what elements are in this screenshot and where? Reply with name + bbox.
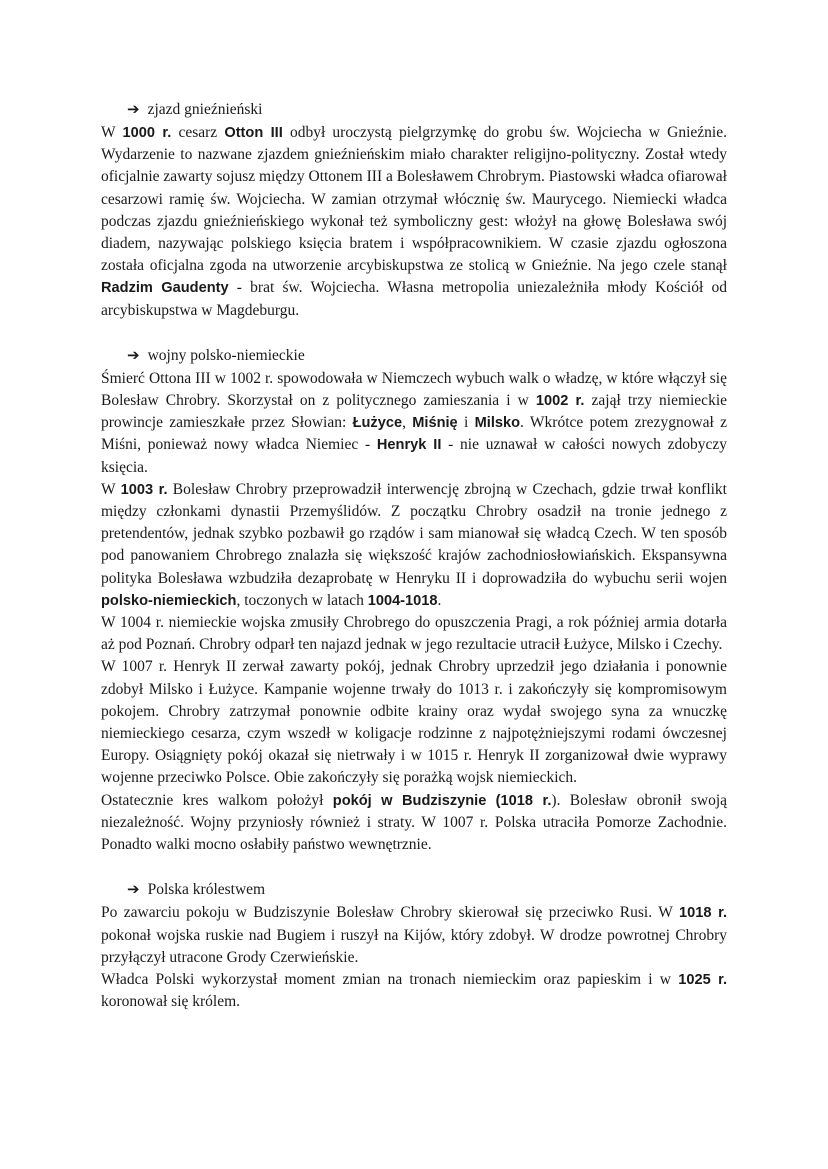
text-run: W bbox=[101, 124, 123, 141]
paragraph bbox=[101, 612, 727, 656]
bold-text: polsko-niemieckich bbox=[101, 592, 237, 609]
bold-text: 1004-1018 bbox=[367, 592, 438, 609]
paragraph bbox=[101, 790, 727, 857]
paragraph bbox=[101, 479, 727, 612]
bold-text: Otton III bbox=[224, 125, 283, 141]
section-heading bbox=[101, 344, 727, 367]
text-run: zajął trzy niemieckie prowincje zamieszkałe przez Słowian: bbox=[101, 392, 728, 432]
text-run: i bbox=[457, 414, 475, 432]
section-heading-text: Polska królestwem bbox=[147, 881, 266, 899]
arrow-right-icon: ➔ bbox=[127, 880, 140, 899]
paragraph bbox=[101, 122, 727, 322]
paragraph bbox=[101, 656, 727, 789]
text-run: koronował się królem. bbox=[101, 993, 241, 1011]
section-heading-text: zjazd gnieźnieński bbox=[147, 101, 263, 118]
arrow-right-icon: ➔ bbox=[127, 100, 140, 118]
bold-text: (1018 r. bbox=[495, 792, 552, 809]
text-run: . bbox=[437, 591, 442, 609]
paragraph bbox=[101, 969, 727, 1013]
section-heading bbox=[101, 878, 727, 901]
text-run: Po zawarciu pokoju w Budziszynie Bolesław Chrobry skierował się przeciwko Rusi. W bbox=[101, 904, 679, 922]
text-run: , bbox=[402, 414, 413, 432]
text-run: W bbox=[101, 480, 121, 498]
text-run: cesarz bbox=[171, 124, 225, 141]
text-run: W 1007 r. Henryk II zerwał zawarty pokój, jednak Chrobry uprzedził jego działania i ponownie zdobył Milsko i Łużyce. Kampanie wojenne trwały do 1013 r. i zakończyły się kompromisowym pokojem. Chrobry zatrzymał ponownie odbite krainy oraz wydał swojego syna za wnuczkę niemieckiego cesarza, czym wszedł w koligacje rodzinne z najpotężniejszymi rodami ówczesnej Europy. Osiągnięty pokój okazał się nietrwały i w 1015 r. Henryk II zorganizował dwie wyprawy wojenne przeciwko Polsce. Obie zakończyły się porażką wojsk niemieckich. bbox=[101, 658, 727, 787]
text-run: Ostatecznie kres walkom położył bbox=[101, 791, 333, 809]
section bbox=[101, 878, 727, 1013]
text-run: Bolesław Chrobry przeprowadził interwencję zbrojną w Czechach, gdzie trwał konflikt między członkami dynastii Przemyślidów. Z początku Chrobry osadził na tronie jednego z pretendentów, jednak szybko pozbawił go rządów i sam mianował się władcą Czech. W ten sposób pod panowaniem Chrobrego znalazła się większość krajów zachodniosłowiańskich. Ekspansywna polityka Bolesława wzbudziła dezaprobatę w Henryku II i doprowadziła do wybuchu serii wojen bbox=[101, 480, 727, 587]
bold-text: Miśnię bbox=[412, 415, 458, 432]
bold-text: 1003 r. bbox=[120, 481, 168, 498]
text-run: - nie uznawał w całości nowych zdobyczy księcia. bbox=[101, 436, 727, 476]
section bbox=[101, 344, 727, 856]
bold-text: 1025 r. bbox=[678, 971, 728, 988]
text-run: - brat św. Wojciecha. Własna metropolia uniezależniła młody Kościół od arcybiskupstwa w Magdeburgu. bbox=[101, 279, 727, 319]
text-run: Władca Polski wykorzystał moment zmian na tronach niemieckim oraz papieskim i w bbox=[101, 970, 679, 988]
text-run: W 1004 r. niemieckie wojska zmusiły Chrobrego do opuszczenia Pragi, a rok później armia dotarła aż pod Poznań. Chrobry odparł ten najazd jednak w jego rezultacie utracił Łużyce, Milsko i Czechy. bbox=[101, 614, 727, 654]
section-heading-text: wojny polsko-niemieckie bbox=[147, 346, 305, 364]
bold-text: pokój w Budziszynie bbox=[332, 792, 487, 809]
bold-text: 1000 r. bbox=[122, 125, 172, 141]
bold-text: Radzim Gaudenty bbox=[101, 280, 229, 297]
section-heading bbox=[101, 98, 727, 121]
text-run: Śmierć Ottona III w 1002 r. spowodowała w Niemczech wybuch walk o władzę, w które włączył się Bolesław Chrobry. Skorzystał on z politycznego zamieszania i w bbox=[101, 369, 727, 410]
text-run: . Wkrótce potem zrezygnował z Miśni, ponieważ nowy władca Niemiec - bbox=[101, 414, 728, 454]
document-page bbox=[101, 98, 727, 1035]
text-run: ). Bolesław obronił swoją niezależność. Wojny przyniosły również i straty. W 1007 r. Polska utraciła Pomorze Zachodnie. Ponadto walki mocno osłabiły państwo wewnętrznie. bbox=[101, 791, 728, 854]
bold-text: Milsko bbox=[474, 415, 521, 432]
bold-text: 1002 r. bbox=[535, 393, 585, 410]
section bbox=[101, 98, 727, 322]
text-run: odbył uroczystą pielgrzymkę do grobu św. Wojciecha w Gnieźnie. Wydarzenie to nazwane zjazdem gnieźnieńskim miało charakter religijno-polityczny. Został wtedy oficjalnie zawarty sojusz między Ottonem III a Bolesławem Chrobrym. Piastowski władca ofiarował cesarzowi ramię św. Wojciecha. W zamian otrzymał włócznię św. Maurycego. Niemiecki władca podczas zjazdu gnieźnieńskiego wykonał też symboliczny gest: włożył na głowę Bolesława swój diadem, nazywając polskiego księcia bratem i współpracownikiem. W czasie zjazdu ogłoszona została oficjalna zgoda na utworzenie arcybiskupstwa ze stolicą w Gnieźnie. Na jego czele stanął bbox=[101, 124, 727, 275]
paragraph bbox=[101, 368, 727, 479]
bold-text: 1018 r. bbox=[679, 905, 727, 922]
paragraph bbox=[101, 902, 727, 969]
text-run: , toczonych w latach bbox=[236, 591, 368, 609]
text-run: pokonał wojska ruskie nad Bugiem i ruszył na Kijów, który zdobył. W drodze powrotnej Chrobry przyłączył utracone Grody Czerwieńskie. bbox=[101, 926, 727, 966]
bold-text: Łużyce bbox=[352, 415, 403, 432]
text-run bbox=[486, 792, 495, 809]
arrow-right-icon: ➔ bbox=[127, 345, 140, 364]
bold-text: Henryk II bbox=[376, 437, 442, 454]
